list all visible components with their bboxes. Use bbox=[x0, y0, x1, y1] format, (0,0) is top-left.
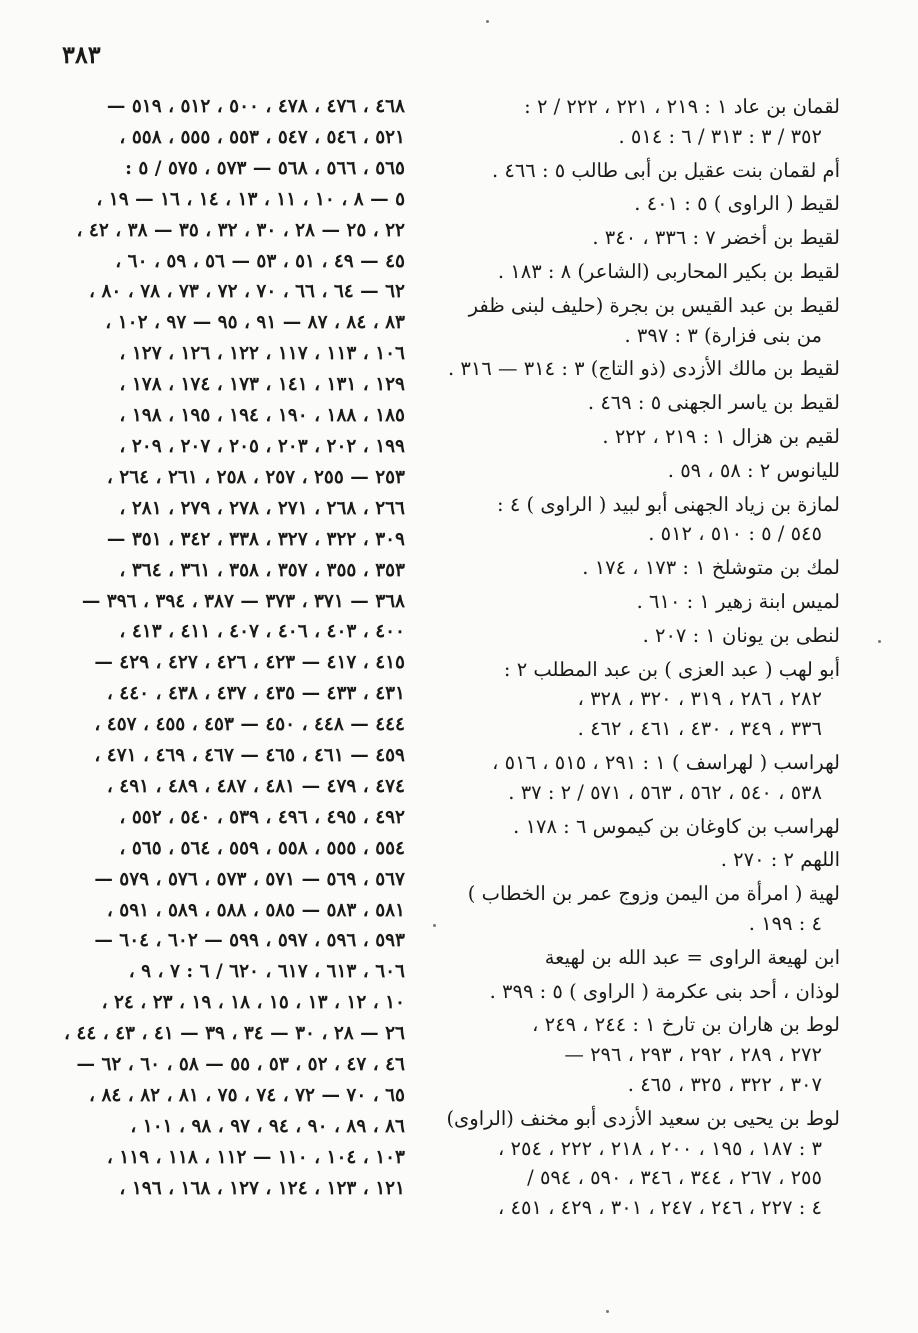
index-line: ٣٠٩ ، ٣٢٢ ، ٣٢٧ ، ٣٣٨ ، ٣٤٢ ، ٣٥١ — bbox=[106, 528, 405, 550]
index-line: ٤٥٩ — ٤٦١ ، ٤٦٥ — ٤٦٧ ، ٤٦٩ ، ٤٧١ ، bbox=[94, 745, 405, 767]
index-entry bbox=[462, 655, 840, 744]
index-line: ٤٠٠ ، ٤٠٣ ، ٤٠٦ ، ٤٠٧ ، ٤١١ ، ٤١٣ ، bbox=[119, 621, 405, 643]
index-line: ٣٥٣ ، ٣٥٥ ، ٣٥٧ ، ٣٥٨ ، ٣٦١ ، ٣٦٤ ، bbox=[119, 559, 405, 581]
index-entry bbox=[447, 354, 840, 384]
index-entry bbox=[462, 291, 840, 351]
index-entry bbox=[462, 977, 840, 1007]
index-entry-heading: ابن لهيعة الراوى = عبد الله بن لهيعة bbox=[544, 945, 840, 969]
index-line: ٥٦٥ ، ٥٦٦ ، ٥٦٨ — ٥٧٣ ، ٥٧٥ / ٥ : bbox=[125, 157, 405, 179]
index-line: ١٨٥ ، ١٨٨ ، ١٩٠ ، ١٩٤ ، ١٩٥ ، ١٩٨ ، bbox=[119, 405, 405, 427]
index-entry bbox=[462, 388, 840, 418]
index-entry-heading: لوذان ، أحد بنى عكرمة ( الراوى ) ٥ : ٣٩٩ . bbox=[489, 979, 840, 1003]
index-entry-heading: لقيم بن هزال ١ : ٢١٩ ، ٢٢٢ . bbox=[602, 424, 840, 448]
index-line: ٣٦٨ — ٣٧١ ، ٣٧٣ — ٣٨٧ ، ٣٩٤ ، ٣٩٦ — bbox=[81, 590, 405, 612]
index-entry-continuation: ٤ : ١٩٩ . bbox=[748, 911, 822, 935]
index-column-right bbox=[446, 92, 840, 1227]
index-line: ١٠٦ ، ١١٣ ، ١١٧ ، ١٢٢ ، ١٢٦ ، ١٢٧ ، bbox=[119, 343, 405, 365]
index-line: ٦٢ — ٦٤ ، ٦٦ ، ٧٠ ، ٧٢ ، ٧٣ ، ٧٨ ، ٨٠ ، bbox=[89, 281, 405, 303]
index-line: ٤٤٤ — ٤٤٨ ، ٤٥٠ — ٤٥٣ ، ٤٥٥ ، ٤٥٧ ، bbox=[94, 714, 405, 736]
index-entry-heading: لهراسب بن كاوغان بن كيموس ٦ : ١٧٨ . bbox=[513, 814, 840, 838]
index-entry bbox=[462, 553, 840, 583]
index-line: ٢٦٦ ، ٢٦٨ ، ٢٧١ ، ٢٧٨ ، ٢٧٩ ، ٢٨١ ، bbox=[119, 497, 405, 519]
index-line: ٦٠٦ ، ٦١٣ ، ٦١٧ ، ٦٢٠ / ٦ : ٧ ، ٩ ، bbox=[128, 961, 405, 983]
index-line: ٥٢١ ، ٥٤٦ ، ٥٤٧ ، ٥٥٣ ، ٥٥٥ ، ٥٥٨ ، bbox=[119, 126, 405, 148]
index-line: ٥٩٣ ، ٥٩٦ ، ٥٩٧ ، ٥٩٩ — ٦٠٢ ، ٦٠٤ — bbox=[94, 930, 405, 952]
index-entry bbox=[462, 257, 840, 287]
page-number: ٣٨٣ bbox=[62, 40, 101, 69]
index-entry bbox=[462, 189, 840, 219]
index-line: ٢٥٣ — ٢٥٥ ، ٢٥٧ ، ٢٥٨ ، ٢٦١ ، ٢٦٤ ، bbox=[106, 466, 405, 488]
index-entry-continuation: من بنى فزارة) ٣ : ٣٩٧ . bbox=[624, 323, 822, 347]
index-entry-heading: لمازة بن زياد الجهنى أبو لبيد ( الراوى ) ٤ : bbox=[497, 492, 840, 516]
index-line: ٤٩٢ ، ٤٩٥ ، ٤٩٦ ، ٥٣٩ ، ٥٤٠ ، ٥٥٢ ، bbox=[119, 806, 405, 828]
index-entry-heading: لقيط بن مالك الأزدى (ذو التاج) ٣ : ٣١٤ — ٣١٦ . bbox=[447, 357, 840, 381]
index-entry-continuation: ٢٨٢ ، ٢٨٦ ، ٣١٩ ، ٣٢٠ ، ٣٢٨ ، bbox=[577, 687, 822, 711]
index-entry bbox=[462, 943, 840, 973]
index-entry-heading: اللهم ٢ : ٢٧٠ . bbox=[720, 848, 840, 872]
index-entry-continuation: ٢٥٥ ، ٢٦٧ ، ٣٤٤ ، ٣٤٦ ، ٥٩٠ ، ٥٩٤ / bbox=[527, 1166, 822, 1190]
index-line: ٤٦ ، ٤٧ ، ٥٢ ، ٥٣ ، ٥٥ — ٥٨ ، ٦٠ ، ٦٢ — bbox=[76, 1054, 405, 1076]
index-line: ٨٣ ، ٨٤ ، ٨٧ — ٩١ ، ٩٥ — ٩٧ ، ١٠٢ ، bbox=[105, 312, 405, 334]
index-entry-heading: لهراسب ( لهراسف ) ١ : ٢٩١ ، ٥١٥ ، ٥١٦ ، bbox=[492, 750, 840, 774]
index-line: ٤٦٨ ، ٤٧٦ ، ٤٧٨ ، ٥٠٠ ، ٥١٢ ، ٥١٩ — bbox=[106, 96, 405, 117]
index-entry-heading: لليانوس ٢ : ٥٨ ، ٥٩ . bbox=[667, 458, 840, 482]
index-entry bbox=[462, 748, 840, 808]
index-line: ٥٦٧ ، ٥٦٩ — ٥٧١ ، ٥٧٣ ، ٥٧٦ ، ٥٧٩ — bbox=[94, 868, 405, 890]
index-entry-continuation: ٥٣٨ ، ٥٤٠ ، ٥٦٢ ، ٥٦٣ ، ٥٧١ / ٢ : ٣٧ . bbox=[508, 780, 822, 804]
index-entry-heading: لقيط بن عبد القيس بن بجرة (حليف لبنى ظفر bbox=[468, 293, 840, 317]
index-line: ٨٦ ، ٨٩ ، ٩٠ ، ٩٤ ، ٩٧ ، ٩٨ ، ١٠١ ، bbox=[130, 1115, 405, 1137]
index-entry-heading: أبو لهب ( عبد العزى ) بن عبد المطلب ٢ : bbox=[503, 657, 840, 681]
index-line: ٤٥ — ٤٩ ، ٥١ ، ٥٣ — ٥٦ ، ٥٩ ، ٦٠ ، bbox=[115, 250, 405, 272]
index-line: ١٠٣ ، ١٠٤ ، ١١٠ — ١١٢ ، ١١٨ ، ١١٩ ، bbox=[106, 1146, 405, 1168]
index-entry bbox=[462, 156, 840, 186]
index-entry-heading: لقيط بن ياسر الجهنى ٥ : ٤٦٩ . bbox=[587, 391, 840, 415]
index-line: ٢٦ — ٢٨ ، ٣٠ — ٣٤ ، ٣٩ — ٤١ ، ٤٣ ، ٤٤ ، bbox=[63, 1023, 405, 1045]
index-line: ٤٣١ ، ٤٣٣ — ٤٣٥ ، ٤٣٧ ، ٤٣٨ ، ٤٤٠ ، bbox=[106, 683, 405, 705]
index-entry-heading: لوط بن يحيى بن سعيد الأزدى أبو مخنف (الراوى) bbox=[446, 1106, 840, 1130]
index-entry-heading: لقيط بن أخضر ٧ : ٣٣٦ ، ٣٤٠ . bbox=[592, 226, 840, 250]
index-entry bbox=[462, 812, 840, 842]
index-column-left bbox=[60, 92, 405, 1205]
index-entry bbox=[462, 845, 840, 875]
index-entry bbox=[462, 422, 840, 452]
index-entry bbox=[462, 92, 840, 152]
index-line: ٦٥ ، ٧٠ — ٧٢ ، ٧٤ ، ٧٥ ، ٨١ ، ٨٢ ، ٨٤ ، bbox=[89, 1085, 405, 1106]
index-entry-heading: لقيط بن بكير المحاربى (الشاعر) ٨ : ١٨٣ . bbox=[497, 259, 840, 283]
index-line: ٤١٥ ، ٤١٧ — ٤٢٣ ، ٤٢٦ ، ٤٢٧ ، ٤٢٩ — bbox=[94, 652, 405, 674]
index-entry-heading: لنطى بن يونان ١ : ٢٠٧ . bbox=[642, 623, 840, 647]
index-entry-heading: لميس ابنة زهير ١ : ٦١٠ . bbox=[636, 589, 840, 613]
index-entry bbox=[462, 223, 840, 253]
index-line: ١٢١ ، ١٢٣ ، ١٢٤ ، ١٢٧ ، ١٦٨ ، ١٩٦ ، bbox=[119, 1177, 405, 1199]
index-entry-continuation: ٢٧٢ ، ٢٨٩ ، ٢٩٢ ، ٢٩٣ ، ٢٩٦ — bbox=[564, 1043, 822, 1067]
index-entry-continuation: ٤ : ٢٢٧ ، ٢٤٦ ، ٢٤٧ ، ٣٠١ ، ٤٢٩ ، ٤٥١ ، bbox=[498, 1196, 822, 1220]
index-entry-heading: أم لقمان بنت عقيل بن أبى طالب ٥ : ٤٦٦ . bbox=[491, 158, 840, 182]
index-entry bbox=[462, 490, 840, 550]
index-entry-continuation: ٥٤٥ / ٥ : ٥١٠ ، ٥١٢ . bbox=[648, 522, 822, 546]
index-entry-continuation: ٣٣٦ ، ٣٤٩ ، ٤٣٠ ، ٤٦١ ، ٤٦٢ . bbox=[577, 717, 822, 741]
index-entry-heading: لقمان بن عاد ١ : ٢١٩ ، ٢٢١ ، ٢٢٢ / ٢ : bbox=[524, 95, 840, 118]
index-entry-heading: لمك بن متوشلخ ١ : ١٧٣ ، ١٧٤ . bbox=[582, 556, 840, 580]
index-entry bbox=[462, 1010, 840, 1099]
index-entry bbox=[446, 1104, 840, 1223]
index-line: ١٠ ، ١٢ ، ١٣ ، ١٥ ، ١٨ ، ١٩ ، ٢٣ ، ٢٤ ، bbox=[101, 992, 405, 1014]
index-line: ١٩٩ ، ٢٠٢ ، ٢٠٣ ، ٢٠٥ ، ٢٠٧ ، ٢٠٩ ، bbox=[119, 435, 405, 457]
index-entry bbox=[462, 456, 840, 486]
index-entry-continuation: ٣٠٧ ، ٣٢٢ ، ٣٢٥ ، ٤٦٥ . bbox=[627, 1072, 822, 1096]
index-entry-heading: لهية ( امرأة من اليمن وزوج عمر بن الخطاب ) bbox=[467, 882, 840, 906]
index-entry bbox=[462, 879, 840, 939]
index-entry-continuation: ٣ : ١٨٧ ، ١٩٥ ، ٢٠٠ ، ٢١٨ ، ٢٢٢ ، ٢٥٤ ، bbox=[498, 1136, 822, 1160]
index-entry-heading: لوط بن هاران بن تارخ ١ : ٢٤٤ ، ٢٤٩ ، bbox=[532, 1013, 840, 1037]
index-line: ١٢٩ ، ١٣١ ، ١٤١ ، ١٧٣ ، ١٧٤ ، ١٧٨ ، bbox=[119, 374, 405, 396]
index-line: ٥ — ٨ ، ١٠ ، ١١ ، ١٣ ، ١٤ ، ١٦ — ١٩ ، bbox=[96, 188, 405, 210]
index-line: ٥٥٤ ، ٥٥٥ ، ٥٥٨ ، ٥٥٩ ، ٥٦٤ ، ٥٦٥ ، bbox=[119, 837, 405, 859]
index-line: ٢٢ ، ٢٥ — ٢٨ ، ٣٠ ، ٣٢ ، ٣٥ — ٣٨ ، ٤٢ ، bbox=[76, 219, 405, 241]
index-entry bbox=[462, 587, 840, 617]
index-line: ٤٧٤ ، ٤٧٩ — ٤٨١ ، ٤٨٧ ، ٤٨٩ ، ٤٩١ ، bbox=[106, 775, 405, 797]
index-entry-heading: لقيط ( الراوى ) ٥ : ٤٠١ . bbox=[634, 192, 840, 216]
index-line: ٥٨١ ، ٥٨٣ — ٥٨٥ ، ٥٨٨ ، ٥٨٩ ، ٥٩١ ، bbox=[106, 899, 405, 921]
index-entry-continuation: ٣٥٢ / ٣ : ٣١٣ / ٦ : ٥١٤ . bbox=[618, 124, 822, 148]
index-entry bbox=[462, 621, 840, 651]
